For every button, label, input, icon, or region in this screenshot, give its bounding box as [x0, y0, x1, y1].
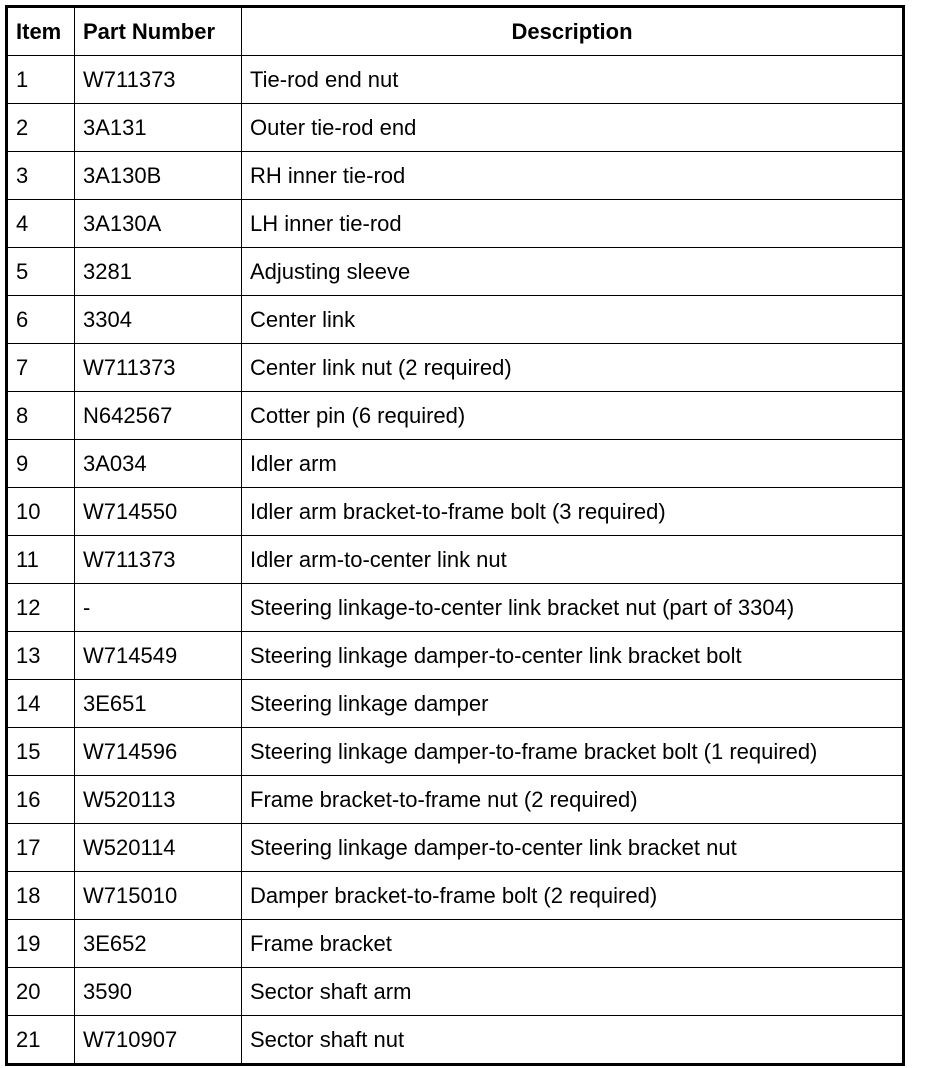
table-row: [7, 728, 904, 776]
cell-description: Steering linkage damper-to-center link bracket bolt: [242, 632, 904, 680]
cell-part-number: W714550: [75, 488, 242, 536]
table-row: [7, 248, 904, 296]
cell-part-number: W714549: [75, 632, 242, 680]
table-body: [7, 56, 904, 1065]
parts-table: [5, 5, 905, 1066]
cell-part-number: W711373: [75, 56, 242, 104]
cell-description: Steering linkage damper-to-center link bracket nut: [242, 824, 904, 872]
cell-item: 13: [7, 632, 75, 680]
cell-description: Idler arm: [242, 440, 904, 488]
cell-item: 15: [7, 728, 75, 776]
header-description: Description: [242, 7, 904, 56]
table-row: [7, 200, 904, 248]
cell-item: 19: [7, 920, 75, 968]
cell-part-number: W715010: [75, 872, 242, 920]
cell-item: 8: [7, 392, 75, 440]
table-row: [7, 344, 904, 392]
table-row: [7, 584, 904, 632]
cell-part-number: W520114: [75, 824, 242, 872]
cell-part-number: 3A130A: [75, 200, 242, 248]
cell-part-number: 3304: [75, 296, 242, 344]
cell-description: Cotter pin (6 required): [242, 392, 904, 440]
cell-part-number: 3590: [75, 968, 242, 1016]
cell-item: 7: [7, 344, 75, 392]
cell-part-number: 3E652: [75, 920, 242, 968]
cell-part-number: -: [75, 584, 242, 632]
table-row: [7, 680, 904, 728]
cell-description: Center link: [242, 296, 904, 344]
cell-item: 14: [7, 680, 75, 728]
table-row: [7, 488, 904, 536]
cell-description: Frame bracket: [242, 920, 904, 968]
cell-description: Adjusting sleeve: [242, 248, 904, 296]
cell-part-number: W711373: [75, 344, 242, 392]
cell-part-number: W714596: [75, 728, 242, 776]
cell-description: Center link nut (2 required): [242, 344, 904, 392]
cell-description: LH inner tie-rod: [242, 200, 904, 248]
header-part-number: Part Number: [75, 7, 242, 56]
cell-part-number: W711373: [75, 536, 242, 584]
cell-item: 5: [7, 248, 75, 296]
table-row: [7, 920, 904, 968]
cell-item: 2: [7, 104, 75, 152]
cell-description: Frame bracket-to-frame nut (2 required): [242, 776, 904, 824]
cell-item: 1: [7, 56, 75, 104]
header-item: Item: [7, 7, 75, 56]
cell-item: 18: [7, 872, 75, 920]
cell-part-number: N642567: [75, 392, 242, 440]
table-row: [7, 1016, 904, 1065]
cell-description: Sector shaft arm: [242, 968, 904, 1016]
table-row: [7, 392, 904, 440]
cell-item: 16: [7, 776, 75, 824]
table-row: [7, 824, 904, 872]
table-row: [7, 632, 904, 680]
cell-description: Sector shaft nut: [242, 1016, 904, 1065]
table-row: [7, 296, 904, 344]
cell-item: 17: [7, 824, 75, 872]
cell-item: 10: [7, 488, 75, 536]
table-row: [7, 776, 904, 824]
cell-description: Idler arm bracket-to-frame bolt (3 required): [242, 488, 904, 536]
cell-description: Outer tie-rod end: [242, 104, 904, 152]
cell-item: 6: [7, 296, 75, 344]
cell-item: 21: [7, 1016, 75, 1065]
table-row: [7, 56, 904, 104]
table-row: [7, 104, 904, 152]
cell-description: Idler arm-to-center link nut: [242, 536, 904, 584]
cell-part-number: W520113: [75, 776, 242, 824]
table-row: [7, 872, 904, 920]
cell-item: 12: [7, 584, 75, 632]
cell-description: Steering linkage-to-center link bracket nut (part of 3304): [242, 584, 904, 632]
table-row: [7, 152, 904, 200]
cell-part-number: 3E651: [75, 680, 242, 728]
cell-part-number: W710907: [75, 1016, 242, 1065]
cell-item: 20: [7, 968, 75, 1016]
table-row: [7, 968, 904, 1016]
cell-part-number: 3281: [75, 248, 242, 296]
table-row: [7, 440, 904, 488]
cell-description: Steering linkage damper-to-frame bracket bolt (1 required): [242, 728, 904, 776]
cell-part-number: 3A034: [75, 440, 242, 488]
table-header: [7, 7, 904, 56]
cell-part-number: 3A131: [75, 104, 242, 152]
table-row: [7, 536, 904, 584]
cell-part-number: 3A130B: [75, 152, 242, 200]
header-row: [7, 7, 904, 56]
cell-item: 9: [7, 440, 75, 488]
cell-description: Steering linkage damper: [242, 680, 904, 728]
cell-item: 11: [7, 536, 75, 584]
cell-description: Damper bracket-to-frame bolt (2 required): [242, 872, 904, 920]
cell-item: 3: [7, 152, 75, 200]
cell-description: Tie-rod end nut: [242, 56, 904, 104]
cell-description: RH inner tie-rod: [242, 152, 904, 200]
cell-item: 4: [7, 200, 75, 248]
